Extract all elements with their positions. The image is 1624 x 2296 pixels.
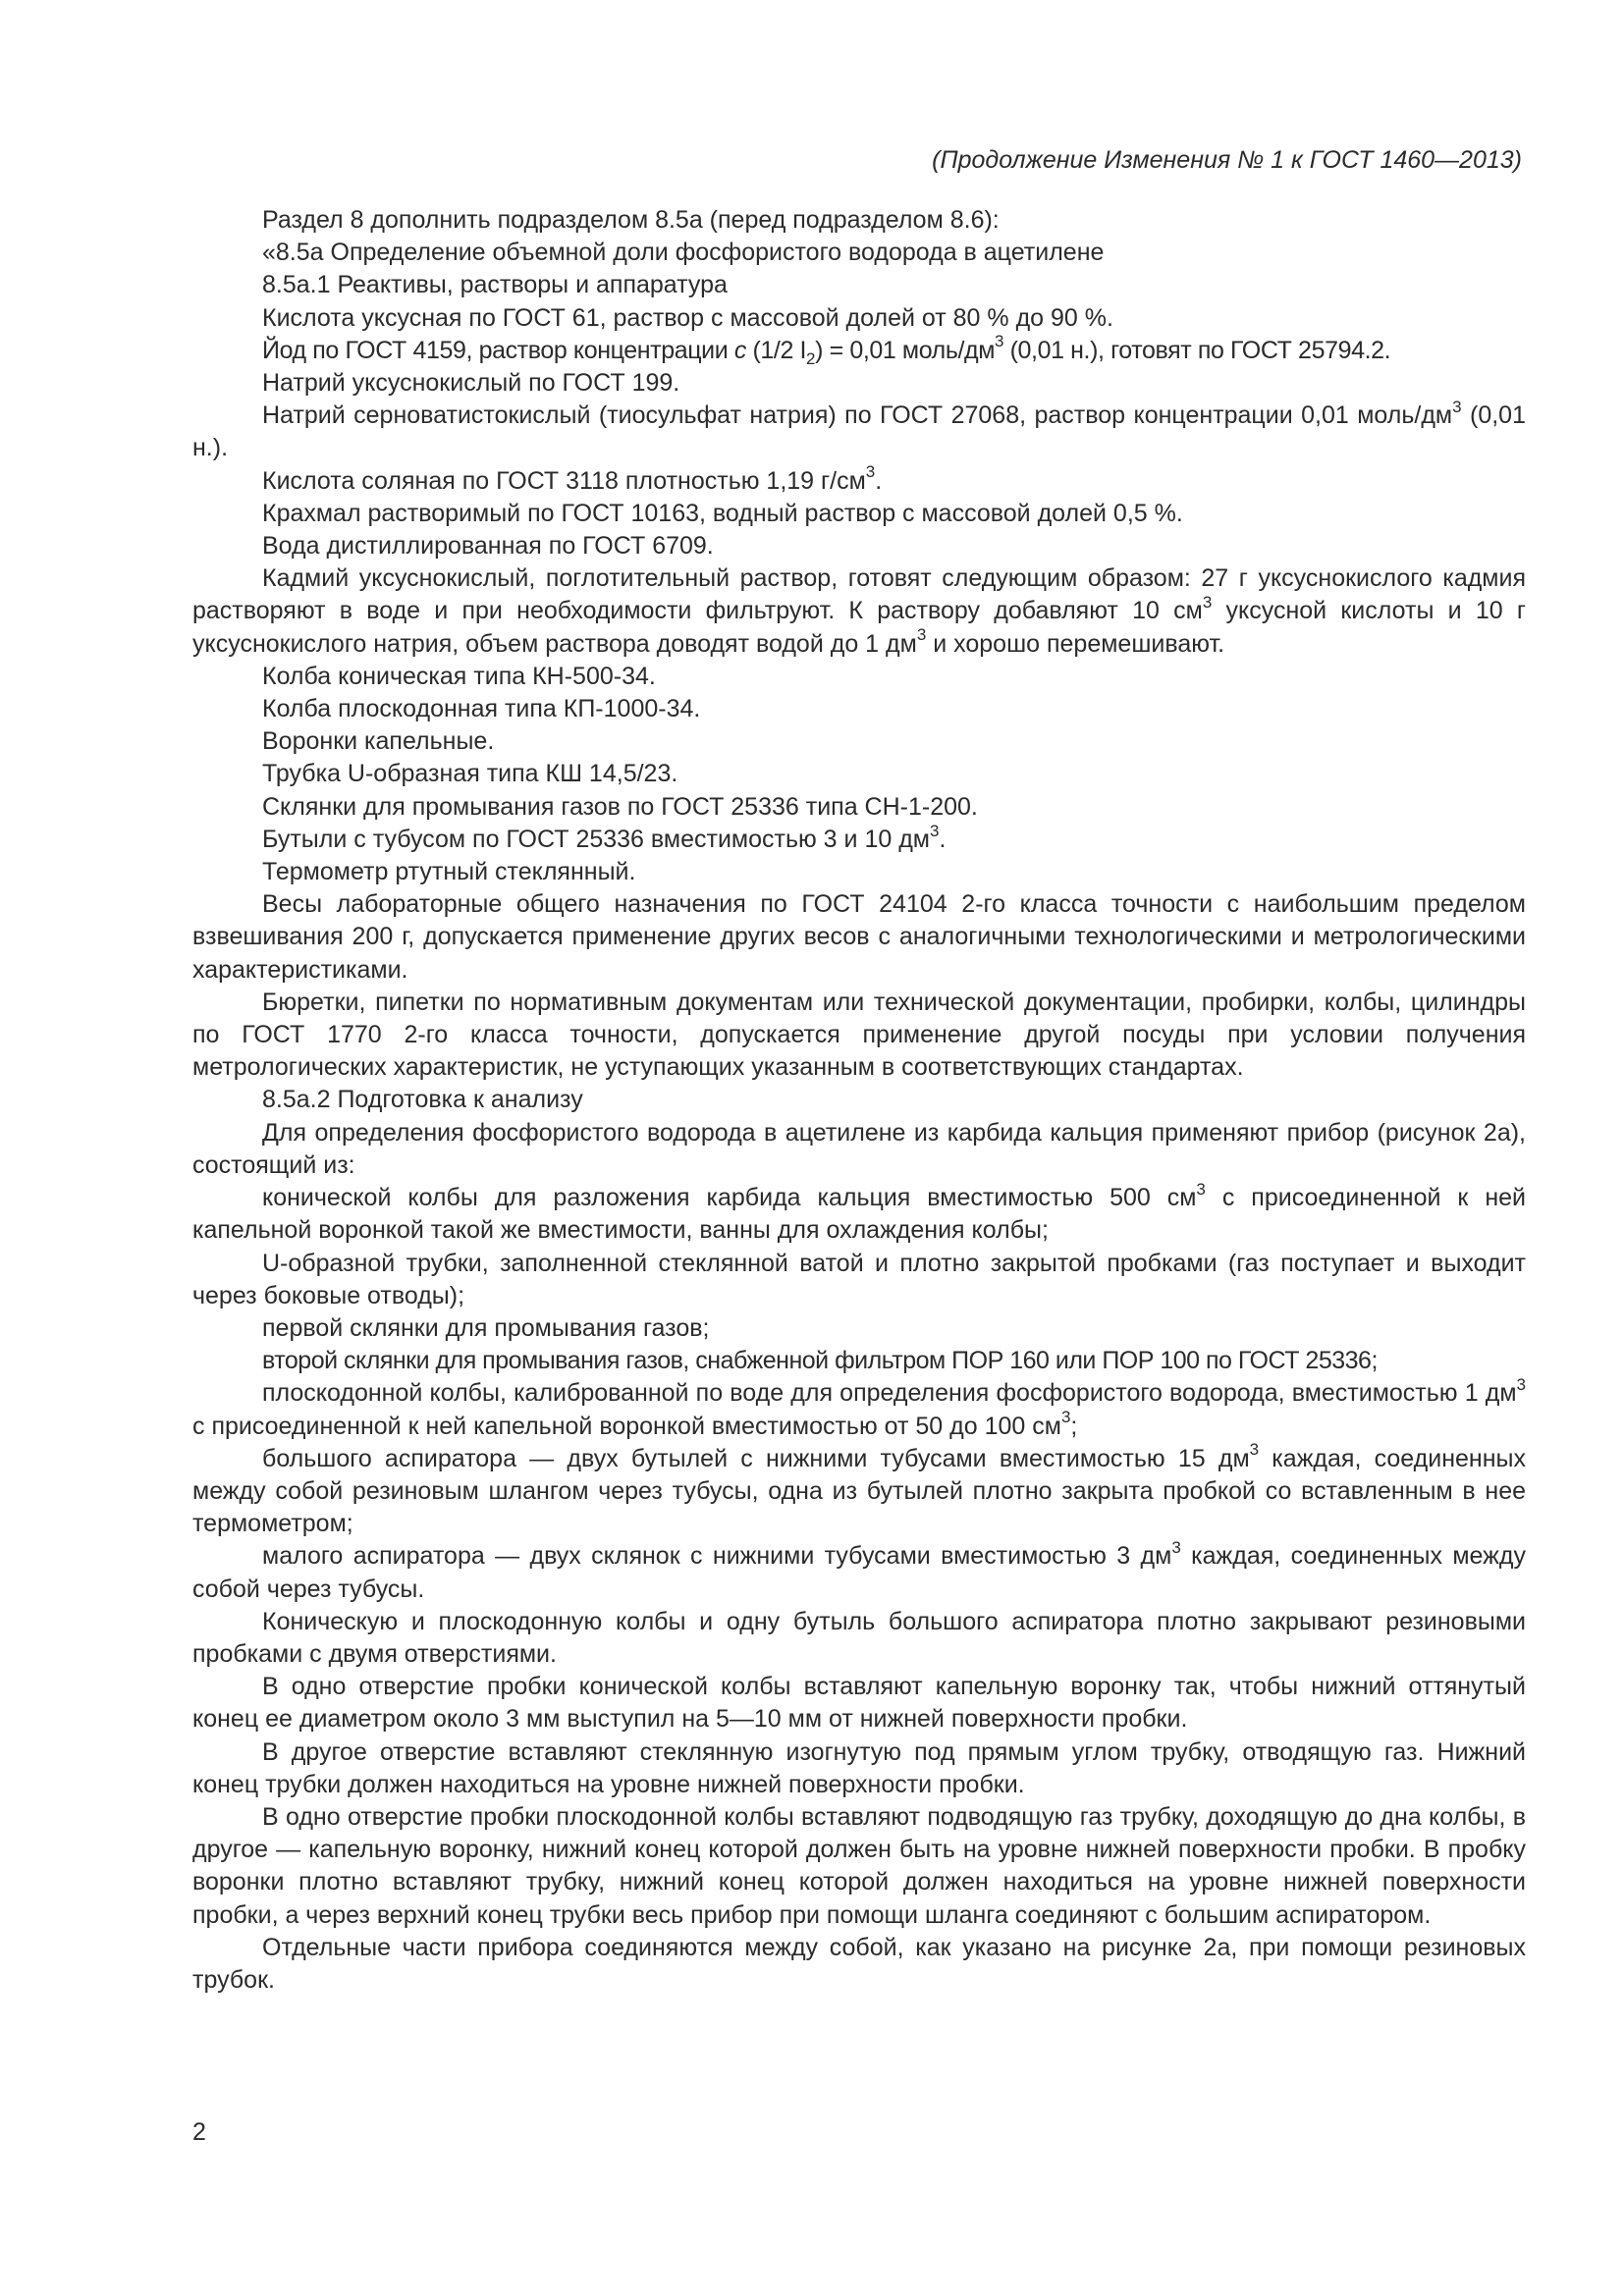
document-body (192, 204, 1526, 1997)
paragraph: Натрий уксуснокислый по ГОСТ 199. (262, 369, 680, 398)
paragraph: Колба плоскодонная типа КП-1000-34. (262, 695, 701, 723)
paragraph: Для определения фосфористого водорода в ацетилене из карбида кальция применяют прибор (рисунок 2а), состоящий из: (192, 1118, 1526, 1179)
list-item: малого аспиратора — двух склянок с нижними тубусами вместимостью 3 $дм^3$ каждая, соединенных между собой через тубусы. (192, 1538, 1526, 1603)
page-header: (Продолжение Изменения № 1 к ГОСТ 1460—2013) (932, 146, 1522, 174)
paragraph: Бутыли с тубусом по ГОСТ 25336 вместимостью 3 и 10 $дм^3$. (262, 821, 947, 853)
paragraph: Вода дистиллированная по ГОСТ 6709. (262, 532, 714, 561)
paragraph: Колба коническая типа КН-500-34. (262, 662, 656, 690)
list-item: плоскодонной колбы, калиброванной по воде для определения фосфористого водорода, вместимостью 1 $дм^3$ с присоединенной к ней капельной воронкой вместимостью от 50 до 100 $см^3$; (192, 1374, 1526, 1440)
paragraph: Йод по ГОСТ 4159, раствор концентрации c (1/2 $I_2) = 0,01$ моль/$дм^3$ (0,01 н.), готовят по ГОСТ 25794.2. (262, 332, 1391, 368)
section-heading: 8.5а.1 Реактивы, растворы и аппаратура (262, 271, 728, 299)
list-item: второй склянки для промывания газов, снабженной фильтром ПОР 160 или ПОР 100 по ГОСТ 25336; (262, 1347, 1378, 1375)
paragraph: Весы лабораторные общего назначения по ГОСТ 24104 2-го класса точности с наибольшим пределом взвешивания 200 г, допускается применение других весов с аналогичными технологическими и метрологическими характеристиками. (192, 890, 1526, 984)
paragraph: Кислота уксусная по ГОСТ 61, раствор с массовой долей от 80 % до 90 %. (262, 303, 1113, 332)
list-item: большого аспиратора — двух бутылей с нижними тубусами вместимостью 15 $дм^3$ каждая, соединенных между собой резиновым шлангом через тубусы, одна из бутылей плотно закрыта пробкой со вставленным в нее термометром; (192, 1440, 1526, 1538)
paragraph: Кислота соляная по ГОСТ 3118 плотностью 1,19 $г/см^3$. (262, 462, 883, 495)
paragraph: Натрий серноватистокислый (тиосульфат натрия) по ГОСТ 27068, раствор концентрации 0,01 моль/$дм^3$ (0,01 н.). (192, 397, 1526, 462)
paragraph: Бюретки, пипетки по нормативным документам или технической документации, пробирки, колбы, цилиндры по ГОСТ 1770 2-го класса точности, допускается применение другой посуды при условии получения метрологических характеристик, не уступающих указанным в соответствующих стандартах. (192, 988, 1526, 1082)
list-item: первой склянки для промывания газов; (262, 1313, 710, 1342)
paragraph: В одно отверстие пробки плоскодонной колбы вставляют подводящую газ трубку, доходящую до дна колбы, в другое — капельную воронку, нижний конец которой должен быть на уровне нижней поверхности пробки. В пробку воронки плотно вставляют трубку, нижний конец которой должен находиться на уровне нижней поверхности пробки, а через верхний конец трубки весь прибор при помощи шланга соединяют с большим аспиратором. (192, 1802, 1526, 1929)
paragraph: Коническую и плоскодонную колбы и одну бутыль большого аспиратора плотно закрывают резиновыми пробками с двумя отверстиями. (192, 1607, 1526, 1668)
paragraph: В другое отверстие вставляют стеклянную изогнутую под прямым углом трубку, отводящую газ. Нижний конец трубки должен находиться на уровне нижней поверхности пробки. (192, 1737, 1526, 1798)
paragraph: Трубка U-образная типа КШ 14,5/23. (262, 760, 678, 788)
paragraph: «8.5а Определение объемной доли фосфористого водорода в ацетилене (262, 239, 1105, 267)
page-number: 2 (192, 2118, 206, 2146)
section-heading: 8.5а.2 Подготовка к анализу (262, 1086, 583, 1114)
paragraph: Склянки для промывания газов по ГОСТ 25336 типа СН-1-200. (262, 792, 978, 821)
paragraph: Раздел 8 дополнить подразделом 8.5а (перед подразделом 8.6): (262, 206, 1000, 234)
paragraph: В одно отверстие пробки конической колбы вставляют капельную воронку так, чтобы нижний оттянутый конец ее диаметром около 3 мм выступил на 5—10 мм от нижней поверхности пробки. (192, 1673, 1526, 1734)
paragraph: Термометр ртутный стеклянный. (262, 858, 636, 886)
paragraph: Крахмал растворимый по ГОСТ 10163, водный раствор с массовой долей 0,5 %. (262, 499, 1183, 527)
paragraph: Кадмий уксуснокислый, поглотительный раствор, готовят следующим образом: 27 г уксуснокислого кадмия растворяют в воде и при необходимости фильтруют. К раствору добавляют 10 $см^3$ уксусной кислоты и 10 г уксуснокислого натрия, объем раствора доводят водой до 1 $дм^3$ и хорошо перемешивают. (192, 564, 1527, 658)
list-item: конической колбы для разложения карбида кальция вместимостью 500 $см^3$ с присоединенной к ней капельной воронкой такой же вместимости, ванны для охлаждения колбы; (192, 1179, 1526, 1245)
paragraph: Отдельные части прибора соединяются между собой, как указано на рисунке 2а, при помощи резиновых трубок. (192, 1933, 1526, 1994)
paragraph: Воронки капельные. (262, 727, 495, 756)
list-item: U-образной трубки, заполненной стеклянной ватой и плотно закрытой пробками (газ поступает и выходит через боковые отводы); (192, 1249, 1526, 1309)
